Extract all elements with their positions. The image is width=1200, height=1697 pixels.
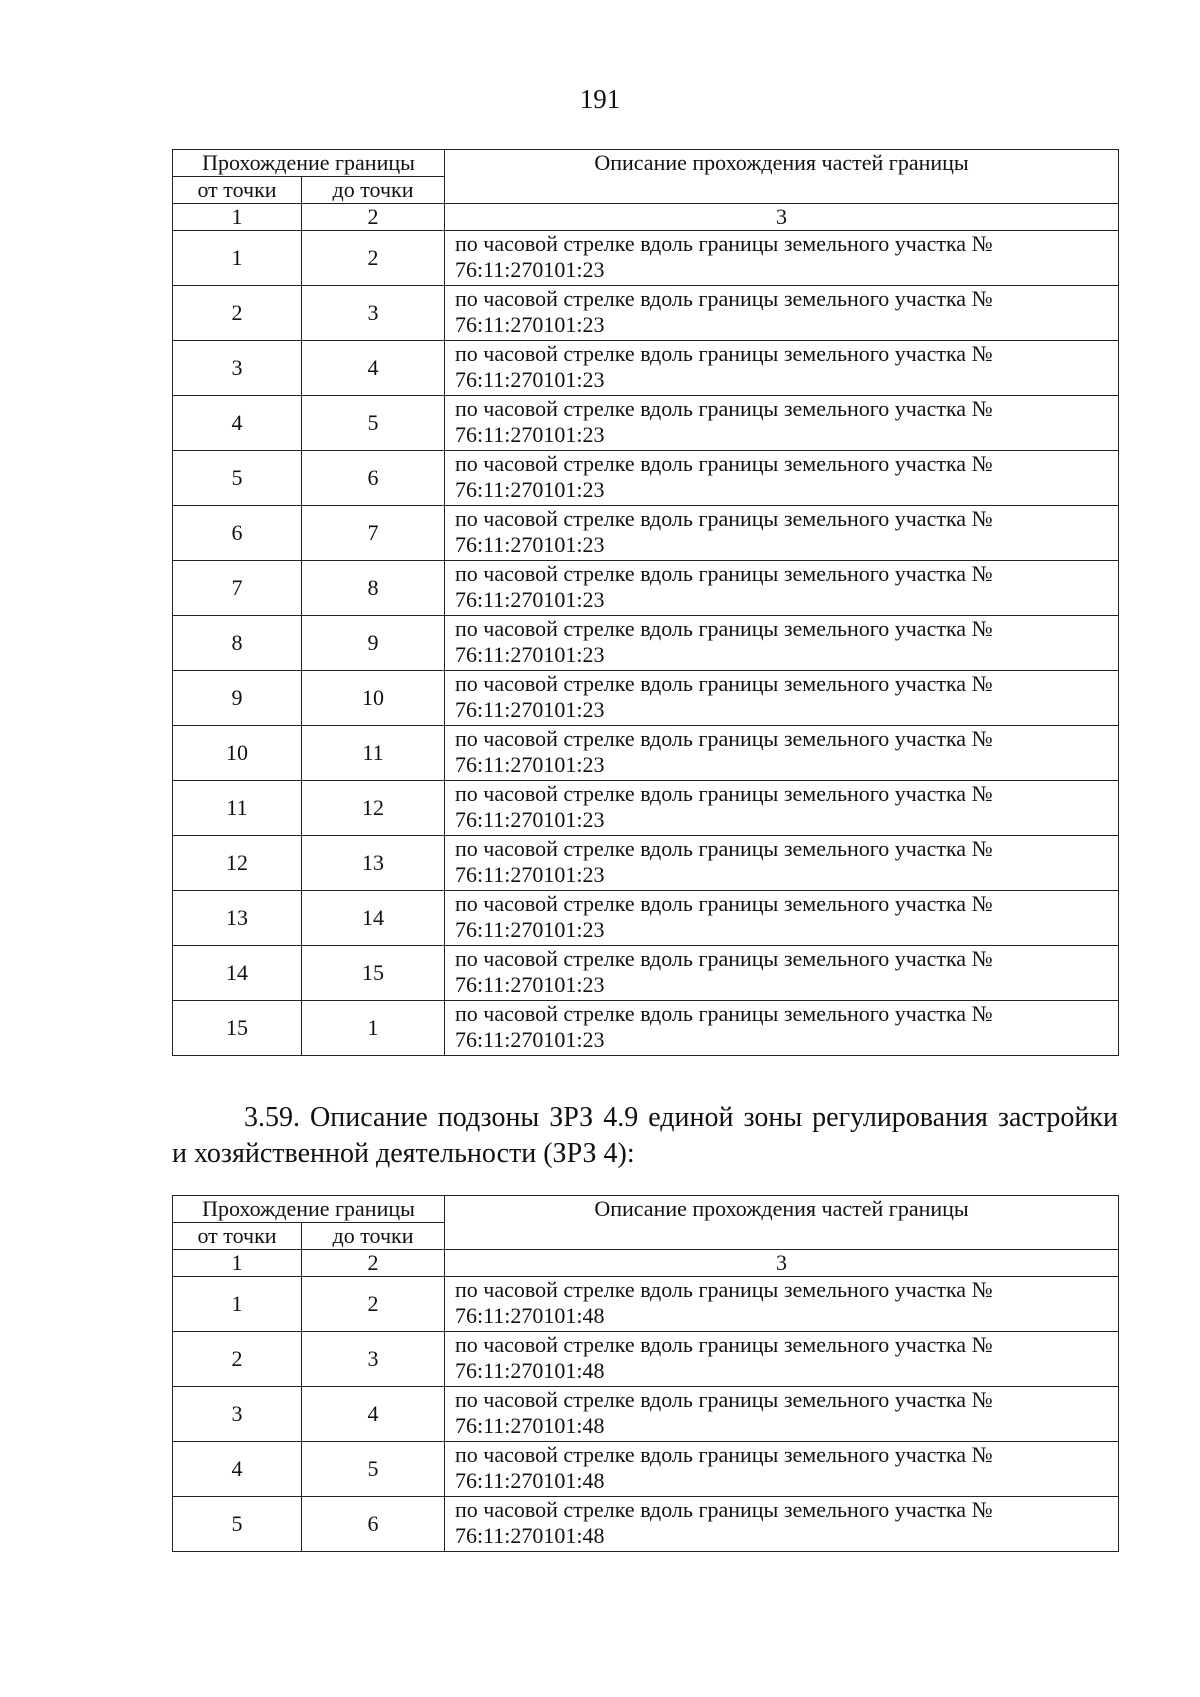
description-cell — [445, 231, 1119, 286]
description-text: по часовой стрелке вдоль границы земельного участка № — [455, 506, 993, 531]
to-point-cell: 7 — [302, 506, 445, 561]
section-heading — [172, 1100, 1118, 1172]
description-cell — [445, 726, 1119, 781]
description-text: по часовой стрелке вдоль границы земельного участка № — [455, 396, 993, 421]
description-text: по часовой стрелке вдоль границы земельного участка № — [455, 1442, 993, 1467]
parcel-cadastral-number: 76:11:270101:23 — [455, 257, 605, 282]
table-row — [173, 1442, 1119, 1497]
boundary-table-2 — [172, 1195, 1119, 1552]
description-cell — [445, 506, 1119, 561]
from-point-cell: 7 — [173, 561, 302, 616]
description-text: по часовой стрелке вдоль границы земельного участка № — [455, 726, 993, 751]
table-row — [173, 616, 1119, 671]
description-cell — [445, 451, 1119, 506]
table-row — [173, 231, 1119, 286]
description-cell — [445, 396, 1119, 451]
to-point-cell: 5 — [302, 1442, 445, 1497]
to-point-cell: 5 — [302, 396, 445, 451]
section-heading-line-2: и хозяйственной деятельности (ЗРЗ 4): — [172, 1138, 635, 1169]
description-text: по часовой стрелке вдоль границы земельного участка № — [455, 1387, 993, 1412]
parcel-cadastral-number: 76:11:270101:48 — [455, 1413, 605, 1438]
table-header-row — [173, 1196, 1119, 1223]
description-cell — [445, 1277, 1119, 1332]
section-heading-line-1: 3.59. Описание подзоны ЗРЗ 4.9 единой зоны регулирования застройки — [244, 1102, 1118, 1133]
from-point-cell: 8 — [173, 616, 302, 671]
to-point-cell: 15 — [302, 946, 445, 1001]
header-description: Описание прохождения частей границы — [445, 150, 1119, 204]
description-text: по часовой стрелке вдоль границы земельного участка № — [455, 1001, 993, 1026]
parcel-cadastral-number: 76:11:270101:23 — [455, 1027, 605, 1052]
table-row — [173, 451, 1119, 506]
description-cell — [445, 1442, 1119, 1497]
to-point-cell: 4 — [302, 341, 445, 396]
from-point-cell: 4 — [173, 1442, 302, 1497]
table-row — [173, 286, 1119, 341]
to-point-cell: 1 — [302, 1001, 445, 1056]
table-row — [173, 396, 1119, 451]
description-cell — [445, 836, 1119, 891]
header-boundary-passage: Прохождение границы — [173, 150, 445, 177]
from-point-cell: 2 — [173, 1332, 302, 1387]
table-row — [173, 671, 1119, 726]
table-column-number-row — [173, 1250, 1119, 1277]
to-point-cell: 13 — [302, 836, 445, 891]
parcel-cadastral-number: 76:11:270101:23 — [455, 807, 605, 832]
description-cell — [445, 616, 1119, 671]
from-point-cell: 5 — [173, 451, 302, 506]
table-row — [173, 1497, 1119, 1552]
boundary-table-1 — [172, 149, 1119, 1056]
parcel-cadastral-number: 76:11:270101:23 — [455, 697, 605, 722]
from-point-cell: 10 — [173, 726, 302, 781]
header-from-point: от точки — [173, 177, 302, 204]
parcel-cadastral-number: 76:11:270101:23 — [455, 862, 605, 887]
description-cell — [445, 781, 1119, 836]
parcel-cadastral-number: 76:11:270101:48 — [455, 1523, 605, 1548]
page-number: 191 — [579, 84, 621, 114]
column-number-2: 2 — [302, 1250, 445, 1277]
table-row — [173, 946, 1119, 1001]
to-point-cell: 3 — [302, 286, 445, 341]
table-row — [173, 1332, 1119, 1387]
table-row — [173, 891, 1119, 946]
column-number-1: 1 — [173, 204, 302, 231]
description-text: по часовой стрелке вдоль границы земельного участка № — [455, 1497, 993, 1522]
description-text: по часовой стрелке вдоль границы земельного участка № — [455, 561, 993, 586]
from-point-cell: 9 — [173, 671, 302, 726]
to-point-cell: 9 — [302, 616, 445, 671]
table-header-row — [173, 150, 1119, 177]
description-cell — [445, 286, 1119, 341]
table-row — [173, 726, 1119, 781]
to-point-cell: 14 — [302, 891, 445, 946]
parcel-cadastral-number: 76:11:270101:23 — [455, 752, 605, 777]
description-text: по часовой стрелке вдоль границы земельного участка № — [455, 286, 993, 311]
description-cell — [445, 1497, 1119, 1552]
description-text: по часовой стрелке вдоль границы земельного участка № — [455, 341, 993, 366]
description-cell — [445, 891, 1119, 946]
description-text: по часовой стрелке вдоль границы земельного участка № — [455, 616, 993, 641]
description-text: по часовой стрелке вдоль границы земельного участка № — [455, 1277, 993, 1302]
column-number-3: 3 — [445, 1250, 1119, 1277]
parcel-cadastral-number: 76:11:270101:48 — [455, 1303, 605, 1328]
table-row — [173, 1001, 1119, 1056]
description-cell — [445, 341, 1119, 396]
column-number-3: 3 — [445, 204, 1119, 231]
description-text: по часовой стрелке вдоль границы земельного участка № — [455, 231, 993, 256]
parcel-cadastral-number: 76:11:270101:23 — [455, 972, 605, 997]
header-from-point: от точки — [173, 1223, 302, 1250]
from-point-cell: 12 — [173, 836, 302, 891]
table-row — [173, 1277, 1119, 1332]
column-number-1: 1 — [173, 1250, 302, 1277]
parcel-cadastral-number: 76:11:270101:23 — [455, 642, 605, 667]
description-text: по часовой стрелке вдоль границы земельного участка № — [455, 781, 993, 806]
parcel-cadastral-number: 76:11:270101:48 — [455, 1358, 605, 1383]
to-point-cell: 6 — [302, 1497, 445, 1552]
parcel-cadastral-number: 76:11:270101:23 — [455, 312, 605, 337]
description-text: по часовой стрелке вдоль границы земельного участка № — [455, 946, 993, 971]
parcel-cadastral-number: 76:11:270101:23 — [455, 422, 605, 447]
from-point-cell: 15 — [173, 1001, 302, 1056]
to-point-cell: 6 — [302, 451, 445, 506]
table-column-number-row — [173, 204, 1119, 231]
from-point-cell: 3 — [173, 1387, 302, 1442]
from-point-cell: 5 — [173, 1497, 302, 1552]
header-description: Описание прохождения частей границы — [445, 1196, 1119, 1250]
description-text: по часовой стрелке вдоль границы земельного участка № — [455, 836, 993, 861]
from-point-cell: 6 — [173, 506, 302, 561]
to-point-cell: 11 — [302, 726, 445, 781]
from-point-cell: 1 — [173, 231, 302, 286]
to-point-cell: 2 — [302, 231, 445, 286]
parcel-cadastral-number: 76:11:270101:23 — [455, 477, 605, 502]
parcel-cadastral-number: 76:11:270101:23 — [455, 367, 605, 392]
table-row — [173, 1387, 1119, 1442]
from-point-cell: 2 — [173, 286, 302, 341]
to-point-cell: 8 — [302, 561, 445, 616]
from-point-cell: 14 — [173, 946, 302, 1001]
from-point-cell: 1 — [173, 1277, 302, 1332]
description-text: по часовой стрелке вдоль границы земельного участка № — [455, 451, 993, 476]
from-point-cell: 13 — [173, 891, 302, 946]
description-cell — [445, 1001, 1119, 1056]
parcel-cadastral-number: 76:11:270101:23 — [455, 532, 605, 557]
table-row — [173, 781, 1119, 836]
table-row — [173, 506, 1119, 561]
header-boundary-passage: Прохождение границы — [173, 1196, 445, 1223]
parcel-cadastral-number: 76:11:270101:48 — [455, 1468, 605, 1493]
description-cell — [445, 671, 1119, 726]
to-point-cell: 2 — [302, 1277, 445, 1332]
table-row — [173, 836, 1119, 891]
description-cell — [445, 561, 1119, 616]
to-point-cell: 3 — [302, 1332, 445, 1387]
header-to-point: до точки — [302, 1223, 445, 1250]
from-point-cell: 3 — [173, 341, 302, 396]
table-row — [173, 561, 1119, 616]
description-cell — [445, 1387, 1119, 1442]
parcel-cadastral-number: 76:11:270101:23 — [455, 917, 605, 942]
to-point-cell: 12 — [302, 781, 445, 836]
description-cell — [445, 1332, 1119, 1387]
header-to-point: до точки — [302, 177, 445, 204]
column-number-2: 2 — [302, 204, 445, 231]
to-point-cell: 10 — [302, 671, 445, 726]
description-text: по часовой стрелке вдоль границы земельного участка № — [455, 671, 993, 696]
description-text: по часовой стрелке вдоль границы земельного участка № — [455, 891, 993, 916]
from-point-cell: 4 — [173, 396, 302, 451]
description-text: по часовой стрелке вдоль границы земельного участка № — [455, 1332, 993, 1357]
to-point-cell: 4 — [302, 1387, 445, 1442]
from-point-cell: 11 — [173, 781, 302, 836]
parcel-cadastral-number: 76:11:270101:23 — [455, 587, 605, 612]
description-cell — [445, 946, 1119, 1001]
table-row — [173, 341, 1119, 396]
